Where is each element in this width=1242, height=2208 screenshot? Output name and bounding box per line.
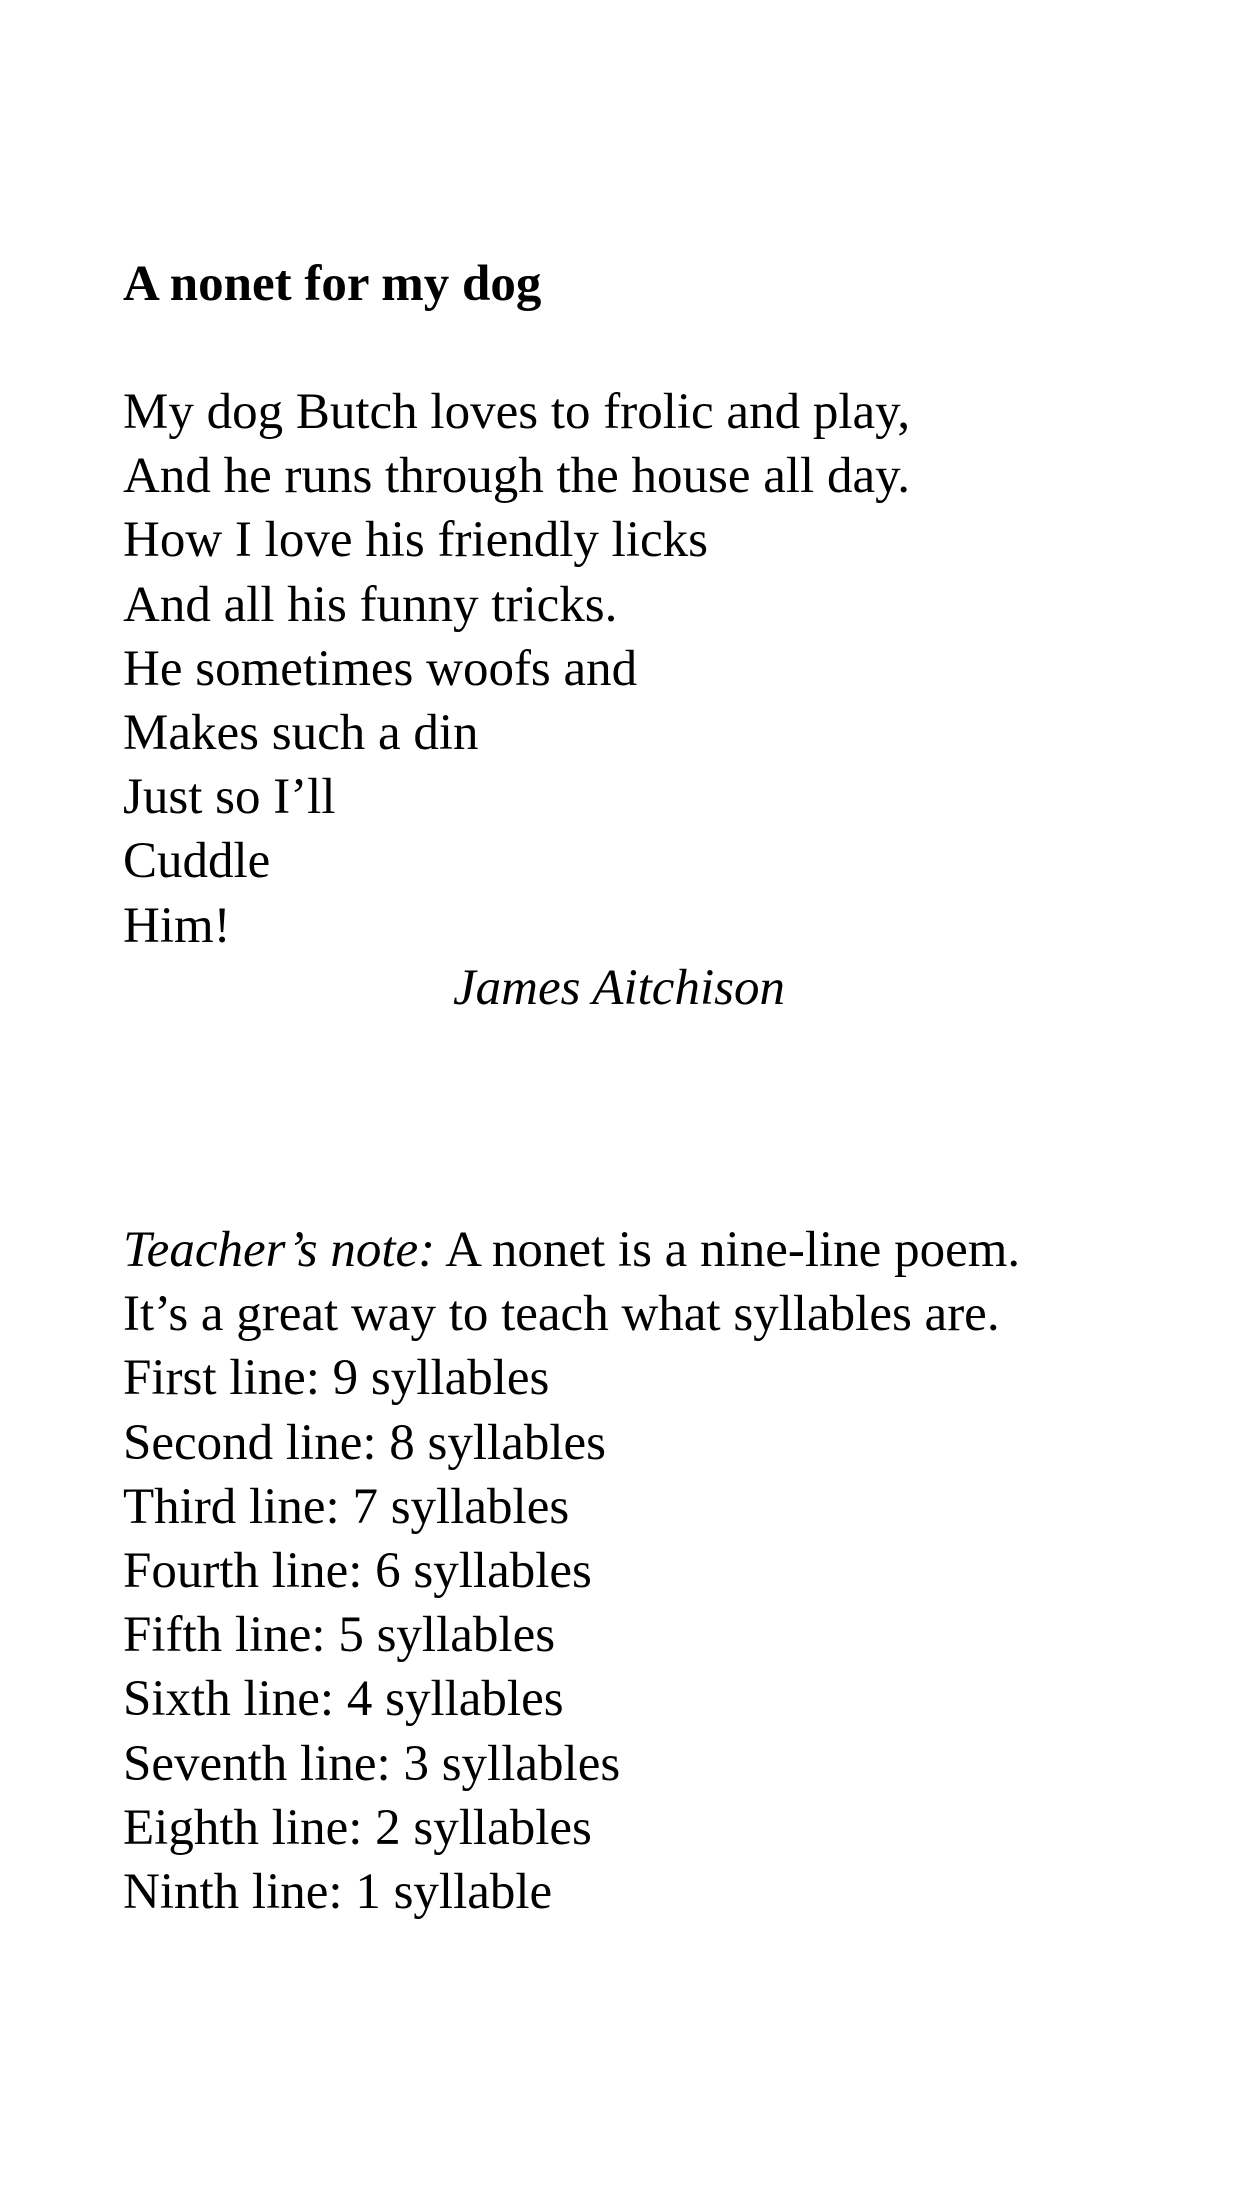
poem-line: Him! — [123, 897, 231, 954]
poem-line: And all his funny tricks. — [123, 576, 618, 633]
poem-line: How I love his friendly licks — [123, 512, 708, 569]
syllable-rule: Sixth line: 4 syllables — [123, 1671, 564, 1728]
poem-line: Just so I’ll — [123, 769, 336, 826]
poem-title: A nonet for my dog — [123, 256, 542, 312]
poem-line: He sometimes woofs and — [123, 640, 638, 697]
syllable-rule: Fifth line: 5 syllables — [123, 1607, 556, 1664]
note-intro-line — [123, 1218, 1020, 1282]
syllable-rule: Ninth line: 1 syllable — [123, 1863, 553, 1920]
poem-line: Makes such a din — [123, 704, 479, 761]
syllable-rule: Eighth line: 2 syllables — [123, 1799, 592, 1856]
syllable-rule: First line: 9 syllables — [123, 1350, 550, 1407]
poem-line: And he runs through the house all day. — [123, 448, 911, 505]
poem-author: James Aitchison — [453, 960, 785, 1016]
syllable-rule: Third line: 7 syllables — [123, 1478, 570, 1535]
syllable-rule: Seventh line: 3 syllables — [123, 1735, 621, 1792]
note-label: Teacher’s note: — [123, 1222, 436, 1278]
note-intro-text: A nonet is a nine-line poem. — [435, 1222, 1021, 1278]
teachers-note — [123, 1218, 1020, 1924]
syllable-rule: Second line: 8 syllables — [123, 1414, 607, 1471]
poem-line: Cuddle — [123, 833, 271, 890]
poem-line: My dog Butch loves to frolic and play, — [123, 384, 911, 440]
note-intro-line: It’s a great way to teach what syllables are. — [123, 1286, 1000, 1343]
poem-body — [123, 380, 910, 958]
syllable-rule: Fourth line: 6 syllables — [123, 1542, 592, 1599]
